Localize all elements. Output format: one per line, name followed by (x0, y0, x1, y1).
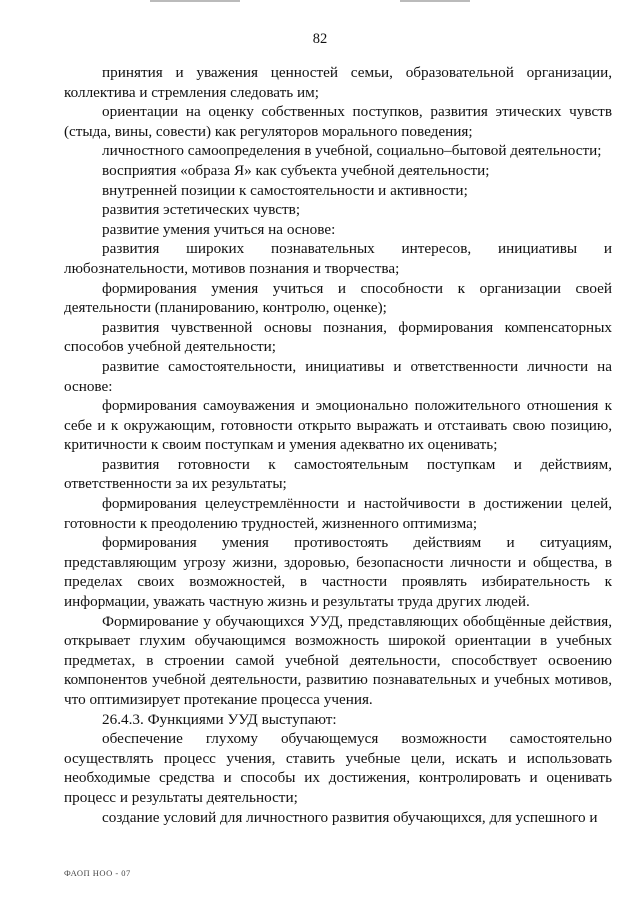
paragraph: развитие самостоятельности, инициативы и ответственности личности на основе: (64, 357, 612, 395)
paragraph: развития готовности к самостоятельным поступкам и действиям, ответственности за их результаты; (64, 455, 612, 493)
paragraph: формирования самоуважения и эмоционально положительного отношения к себе и к окружающим, готовности открыто выражать и отстаивать свою позицию, критичности к своим поступкам и умения адекватно их оценивать; (64, 397, 612, 454)
paragraph: формирования умения противостоять действиям и ситуациям, представляющим угрозу жизни, здоровью, безопасности личности и общества, в пределах своих возможностей, в частности проявлять избирательность к информации, уважать частную жизнь и результаты труда других людей. (64, 534, 612, 611)
paragraph: формирования умения учиться и способности к организации своей деятельности (планированию, контролю, оценке); (64, 279, 612, 317)
section-heading: 26.4.3. Функциями УУД выступают: (102, 710, 337, 728)
paragraph: развития чувственной основы познания, формирования компенсаторных способов учебной деятельности; (64, 318, 612, 356)
paragraph: Формирование у обучающихся УУД, представляющих обобщённые действия, открывает глухим обучающимся возможность широкой ориентации в учебных предметах, в строении самой учебной деятельности, способствует освоению компонентов учебной деятельности, развитию познавательных и учебных мотивов, что оптимизирует протекание процесса учения. (64, 612, 612, 708)
page-number: 82 (312, 31, 328, 47)
document-body (64, 63, 612, 827)
paragraph: ориентации на оценку собственных поступков, развития этических чувств (стыда, вины, совести) как регуляторов морального поведения; (64, 103, 612, 140)
paragraph: внутренней позиции к самостоятельности и активности; (102, 181, 468, 199)
paragraph: принятия и уважения ценностей семьи, образовательной организации, коллектива и стремления следовать им; (64, 64, 612, 101)
paragraph: формирования целеустремлённости и настойчивости в достижении целей, готовности к преодолению трудностей, жизненного оптимизма; (64, 495, 612, 532)
paragraph: развития широких познавательных интересов, инициативы и любознательности, мотивов познания и творчества; (64, 240, 612, 277)
paragraph: развитие умения учиться на основе: (102, 220, 336, 238)
paragraph: обеспечение глухому обучающемуся возможности самостоятельно осуществлять процесс учения, ставить учебные цели, искать и использовать необходимые средства и способы их достижения, контролировать и оценивать процесс и результаты деятельности; (64, 730, 612, 806)
paragraph: создание условий для личностного развития обучающихся, для успешного и (102, 808, 598, 826)
paragraph: развития эстетических чувств; (102, 201, 301, 219)
scan-edge-mark (400, 0, 470, 2)
paragraph: личностного самоопределения в учебной, социально–бытовой деятельности; (102, 142, 602, 160)
paragraph: восприятия «образа Я» как субъекта учебной деятельности; (102, 161, 490, 179)
document-code: ФАОП НОО - 07 (64, 868, 131, 878)
scan-edge-mark (150, 0, 240, 2)
